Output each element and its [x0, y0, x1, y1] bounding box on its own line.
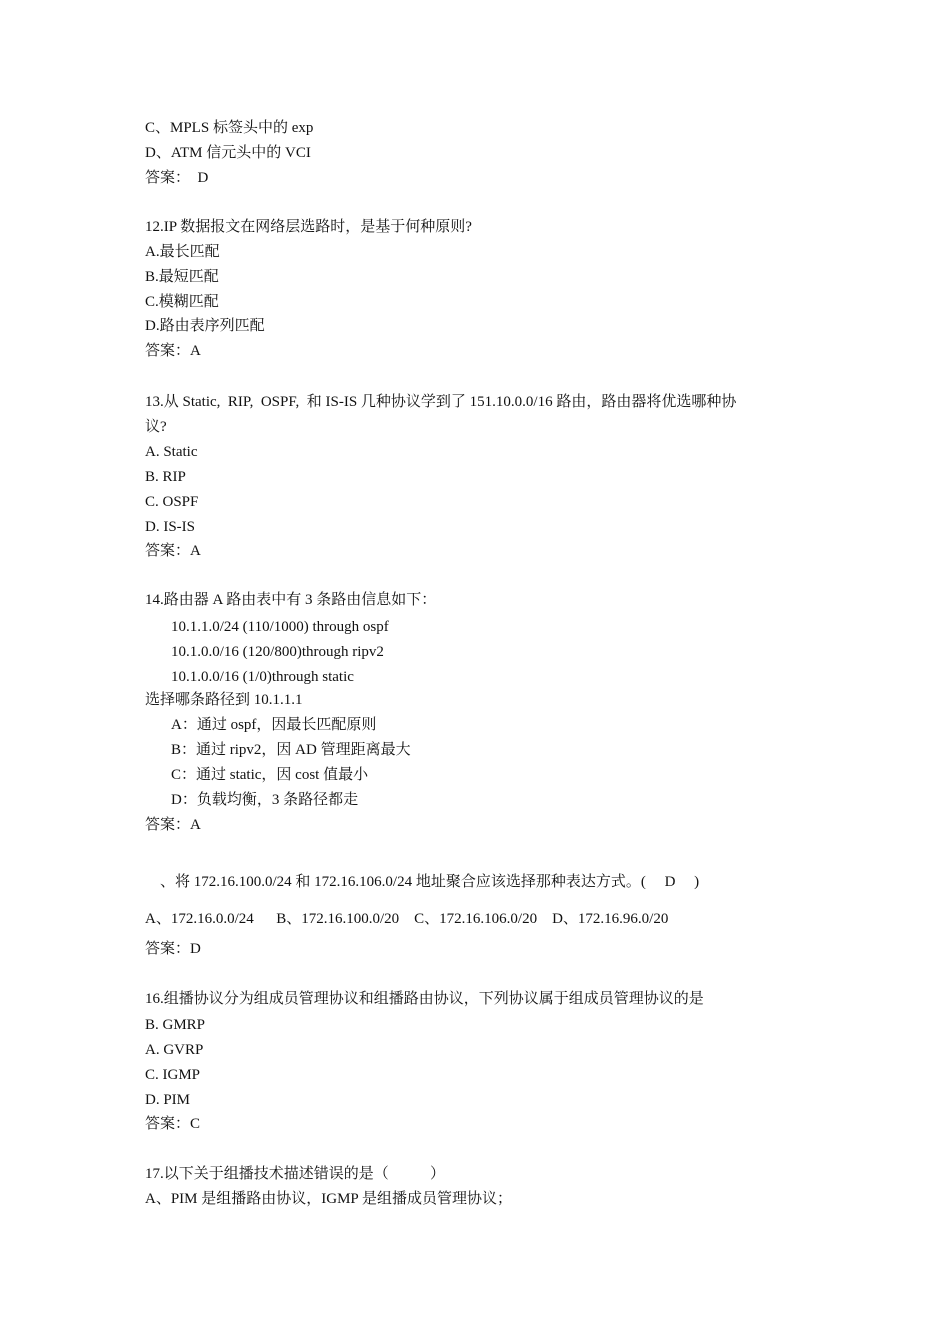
q12-question: 12.IP 数据报文在网络层选路时，是基于何种原则?	[145, 219, 472, 235]
q14-prompt: 选择哪条路径到 10.1.1.1	[145, 692, 303, 708]
q17-question: 17.以下关于组播技术描述错误的是（ ）	[145, 1166, 446, 1182]
q14-answer: 答案：A	[145, 817, 201, 833]
q13-option-d: D. IS-IS	[145, 519, 196, 535]
q13-question-line1: 13.从 Static, RIP, OSPF, 和 IS-IS 几种协议学到了 151.10.0.0/16 路由，路由器将优选哪种协	[145, 394, 737, 410]
q16-option-b: B. GMRP	[145, 1017, 206, 1033]
q16-answer: 答案：C	[145, 1116, 201, 1132]
q13-answer: 答案：A	[145, 543, 201, 559]
q11-option-c: C、MPLS 标签头中的 exp	[145, 120, 314, 136]
q14-route-1: 10.1.1.0/24 (110/1000) through ospf	[171, 619, 389, 635]
q16-option-c: C. IGMP	[145, 1067, 201, 1083]
q17-option-a: A、PIM 是组播路由协议，IGMP 是组播成员管理协议；	[145, 1191, 512, 1207]
q14-option-b: B：通过 ripv2，因 AD 管理距离最大	[171, 742, 411, 758]
q16-question: 16.组播协议分为组成员管理协议和组播路由协议，下列协议属于组成员管理协议的是	[145, 991, 704, 1007]
q16-option-d: D. PIM	[145, 1092, 191, 1108]
q14-question: 14.路由器 A 路由表中有 3 条路由信息如下：	[145, 592, 437, 608]
q14-option-d: D：负载均衡，3 条路径都走	[171, 792, 359, 808]
q12-option-a: A.最长匹配	[145, 244, 220, 260]
q13-option-b: B. RIP	[145, 469, 186, 485]
q12-option-d: D.路由表序列匹配	[145, 318, 265, 334]
q15-answer: 答案：D	[145, 941, 201, 957]
q12-option-c: C.模糊匹配	[145, 294, 219, 310]
q13-question-line2: 议?	[145, 419, 167, 435]
q16-option-a: A. GVRP	[145, 1042, 204, 1058]
q14-route-2: 10.1.0.0/16 (120/800)through ripv2	[171, 644, 384, 660]
q12-option-b: B.最短匹配	[145, 269, 219, 285]
q11-answer: 答案： D	[145, 170, 209, 186]
q15-question: 、将 172.16.100.0/24 和 172.16.106.0/24 地址聚合应该选择那种表达方式。( D )	[160, 874, 700, 890]
q11-option-d: D、ATM 信元头中的 VCI	[145, 145, 311, 161]
q12-answer: 答案：A	[145, 343, 201, 359]
q14-option-a: A：通过 ospf，因最长匹配原则	[171, 717, 377, 733]
q13-option-a: A. Static	[145, 444, 198, 460]
q14-option-c: C：通过 static，因 cost 值最小	[171, 767, 369, 783]
q13-option-c: C. OSPF	[145, 494, 199, 510]
q15-options: A、172.16.0.0/24 B、172.16.100.0/20 C、172.16.106.0/20 D、172.16.96.0/20	[145, 911, 669, 927]
q14-route-3: 10.1.0.0/16 (1/0)through static	[171, 669, 354, 685]
